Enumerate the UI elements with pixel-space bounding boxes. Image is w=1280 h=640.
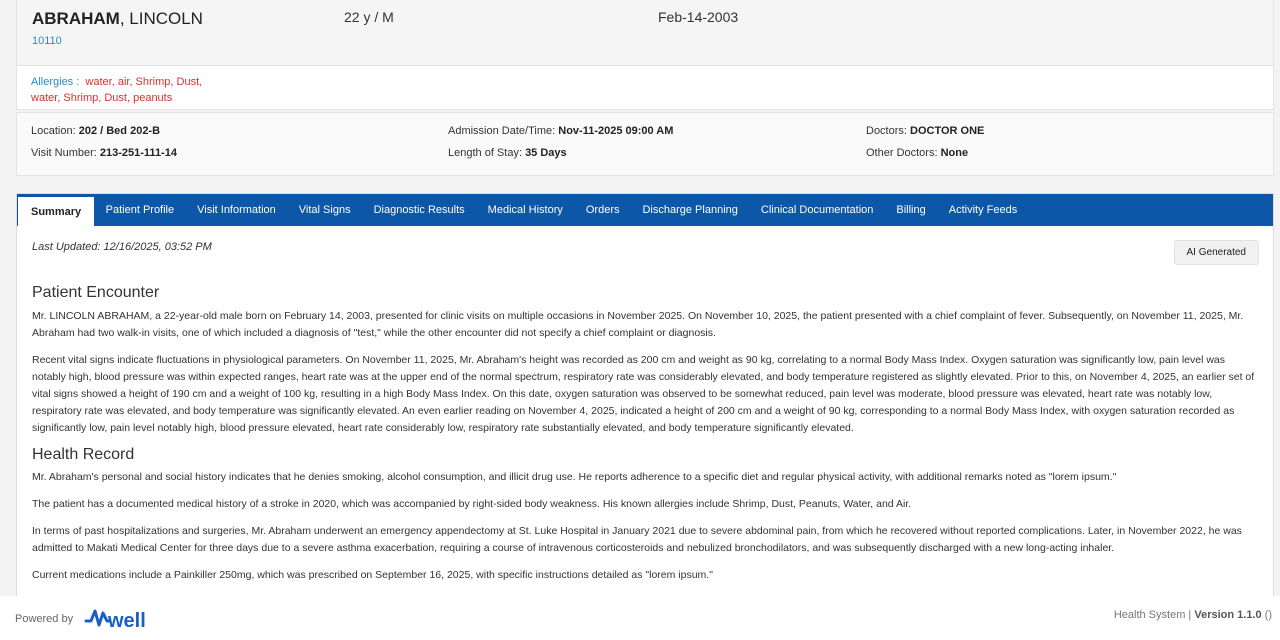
tab-diagnostic-results[interactable]: Diagnostic Results: [373, 204, 465, 216]
patient-name: [32, 9, 203, 29]
tab-patient-profile[interactable]: Patient Profile: [105, 204, 175, 216]
encounter-paragraph-1: Mr. LINCOLN ABRAHAM, a 22-year-old male born on February 14, 2003, presented for clinic visits on multiple occasions in November 2025. On November 10, 2025, the patient presented with a chief complaint of fever. Subsequently, on November 11, 2025, Mr. Abraham had two walk-in visits, one of which included a diagnosis of "test," while the other encounter did not specify a chief complaint or diagnosis.: [32, 310, 1244, 339]
patient-id[interactable]: 10110: [32, 35, 62, 47]
mwell-logo: [84, 605, 154, 636]
allergies-line-2: water, Shrimp, Dust, peanuts: [31, 92, 173, 104]
tab-bar: [17, 194, 1273, 226]
patient-encounter-title: Patient Encounter: [32, 284, 160, 301]
admission-value: Nov-11-2025 09:00 AM: [558, 125, 674, 137]
visit-number-label: Visit Number:: [31, 147, 97, 159]
visit-number-info: [31, 147, 177, 159]
patient-dob: Feb-14-2003: [658, 9, 739, 25]
location-value: 202 / Bed 202-B: [78, 125, 161, 137]
tab-medical-history[interactable]: Medical History: [487, 204, 563, 216]
system-name: Health System |: [1113, 609, 1192, 621]
length-of-stay-info: [448, 147, 567, 159]
patient-header: [16, 0, 1274, 66]
visit-info-panel: [16, 112, 1274, 176]
summary-card: [16, 193, 1274, 613]
admission-info: [448, 125, 673, 137]
admission-label: Admission Date/Time:: [448, 125, 556, 137]
health-paragraph-1: Mr. Abraham's personal and social history indicates that he denies smoking, alcohol consumption, and illicit drug use. He reports adherence to a specific diet and regular physical activity, with additional remarks noted as "lorem ipsum.": [32, 471, 1117, 483]
tab-clinical-documentation[interactable]: Clinical Documentation: [760, 204, 874, 216]
visit-number-value: 213-251-111-14: [99, 147, 177, 159]
version-info: [1114, 609, 1272, 621]
logo-text: well: [108, 610, 146, 631]
health-paragraph-3: In terms of past hospitalizations and surgeries, Mr. Abraham underwent an emergency appendectomy at St. Luke Hospital in January 2021 due to severe abdominal pain, from which he recovered without reported complications. Later, in November 2022, he was admitted to Makati Medical Center for three days due to a severe asthma exacerbation, requiring a course of intravenous corticosteroids and nebulized bronchodilators, and was subsequently discharged with a new long-acting inhaler.: [32, 525, 1242, 554]
doctors-value: DOCTOR ONE: [910, 125, 985, 137]
patient-age-sex: 22 y / M: [344, 9, 394, 25]
tab-vital-signs[interactable]: Vital Signs: [298, 204, 351, 216]
allergies-label: Allergies :: [31, 76, 80, 88]
tab-orders[interactable]: Orders: [585, 204, 620, 216]
patient-first-name: , LINCOLN: [119, 9, 203, 28]
other-doctors-label: Other Doctors:: [866, 147, 938, 159]
tab-discharge-planning[interactable]: Discharge Planning: [642, 204, 738, 216]
tab-summary[interactable]: Summary: [18, 197, 94, 226]
last-updated: Last Updated: 12/16/2025, 03:52 PM: [32, 241, 212, 253]
ai-generated-badge: AI Generated: [1174, 240, 1259, 265]
tab-activity-feeds[interactable]: Activity Feeds: [948, 204, 1018, 216]
tab-billing[interactable]: Billing: [896, 204, 926, 216]
mwell-logo-mark: [84, 605, 154, 631]
doctors-info: [866, 125, 984, 137]
version-number: Version 1.1.0: [1194, 609, 1262, 621]
other-doctors-info: [866, 147, 968, 159]
location-label: Location:: [31, 125, 76, 137]
location-info: [31, 125, 160, 137]
health-record-title: Health Record: [32, 446, 135, 463]
other-doctors-value: None: [940, 147, 969, 159]
version-suffix: (): [1264, 609, 1272, 621]
length-of-stay-value: 35 Days: [525, 147, 567, 159]
health-paragraph-4: Current medications include a Painkiller 250mg, which was prescribed on September 16, 2025, with specific instructions detailed as "lorem ipsum.": [32, 569, 713, 581]
length-of-stay-label: Length of Stay:: [448, 147, 522, 159]
doctors-label: Doctors:: [866, 125, 907, 137]
allergies-line-1: water, air, Shrimp, Dust,: [85, 76, 203, 88]
powered-by-label: Powered by: [15, 613, 74, 625]
patient-last-name: ABRAHAM: [32, 9, 120, 28]
allergies-panel: [16, 66, 1274, 110]
encounter-paragraph-2: Recent vital signs indicate fluctuations in physiological parameters. On November 11, 2025, Mr. Abraham's height was recorded as 200 cm and weight as 90 kg, correlating to a normal Body Mass Index. Oxygen saturation was significantly low, pain level was notably high, blood pressure was within expected ranges, heart rate was at the upper end of the normal spectrum, respiratory rate was considerably elevated, and body temperature registered as slightly elevated. Prior to this, on November 4, 2025, an earlier set of vital signs showed a height of 190 cm and a weight of 100 kg, resulting in a high Body Mass Index. On this date, oxygen saturation was observed to be somewhat reduced, pain level was moderate, blood pressure was elevated, heart rate was notably low, respiratory rate was elevated, and body temperature was significantly elevated. An even earlier reading on November 4, 2025, indicated a height of 200 cm and a weight of 90 kg, corresponding to a normal Body Mass Index, with oxygen saturation recorded as significantly low, pain level notably high, blood pressure elevated, heart rate considerably low, respiratory rate substantially elevated, and body temperature significantly elevated.: [32, 354, 1255, 434]
tab-visit-information[interactable]: Visit Information: [197, 204, 276, 216]
footer: [0, 596, 1280, 640]
health-paragraph-2: The patient has a documented medical history of a stroke in 2020, which was accompanied by right-sided body weakness. His known allergies include Shrimp, Dust, Peanuts, Water, and Air.: [32, 498, 912, 510]
